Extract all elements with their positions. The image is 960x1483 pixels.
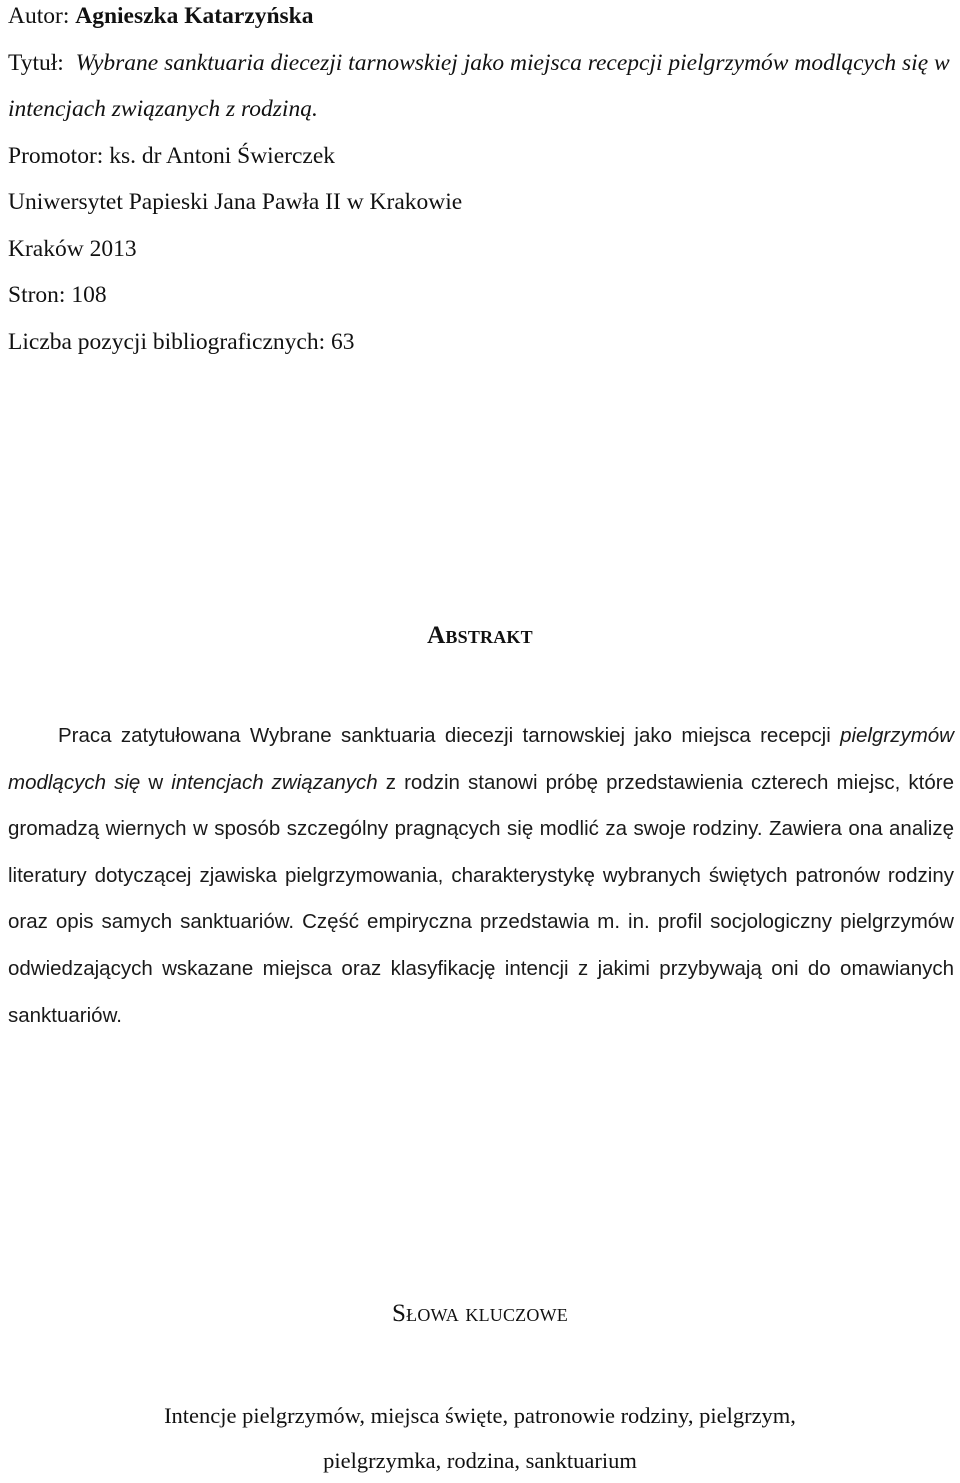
metadata-block — [8, 0, 956, 365]
abstract-intro: Praca zatytułowana Wybrane sanktuaria diecezji tarnowskiej jako miejsca recepcji — [58, 724, 831, 747]
abstract-rest: z rodzin stanowi próbę przedstawienia czterech miejsc, które gromadzą wiernych w sposób szczególny pragnących się modlić za swoje rodziny. Zawiera ona analizę literatury dotyczącej zjawiska pielgrzymowania, charakterystykę wybranych świętych patronów rodziny oraz opis samych sanktuariów. Część empiryczna przedstawia m. in. profil socjologiczny pielgrzymów odwiedzających wskazane miejsca oraz klasyfikację intencji z jakimi przybywają oni do omawianych sanktuariów. — [8, 770, 954, 1027]
author-name: Agnieszka Katarzyńska — [75, 3, 314, 29]
place-year-line: Kraków 2013 — [8, 235, 137, 262]
abstract-title-part-2: intencjach związanych — [171, 770, 378, 794]
abstract-heading: Abstrakt — [427, 622, 533, 649]
promotor-line — [8, 133, 956, 180]
university-line: Uniwersytet Papieski Jana Pawła II w Krakowie — [8, 189, 463, 215]
thesis-title: Wybrane sanktuaria diecezji tarnowskiej jako miejsca recepcji pielgrzymów modlących się w intencjach związanych z rodziną. — [8, 49, 950, 122]
keywords-line-2: pielgrzymka, rodzina, sanktuarium — [323, 1448, 637, 1473]
bibliography-line — [8, 319, 956, 366]
pages-value: 108 — [71, 282, 107, 308]
author-label: Autor: — [8, 3, 70, 29]
pages-line — [8, 272, 956, 319]
keywords-block — [0, 1393, 960, 1483]
keywords-heading: Słowa kluczowe — [392, 1300, 568, 1327]
bibliography-value: 63 — [331, 328, 355, 355]
title-line — [8, 40, 956, 133]
bibliography-label: Liczba pozycji bibliograficznych: — [8, 328, 326, 355]
title-label: Tytuł: — [8, 49, 64, 76]
abstract-connector: w — [148, 770, 164, 794]
abstract-paragraph — [8, 713, 954, 1039]
promotor-label: Promotor: — [8, 142, 104, 169]
promotor-name: ks. dr Antoni Świerczek — [109, 142, 336, 169]
abstract-title-part-1: pielgrzymów modlących się — [8, 724, 954, 794]
author-line — [8, 0, 956, 40]
pages-label: Stron: — [8, 282, 66, 308]
keywords-line-1: Intencje pielgrzymów, miejsca święte, patronowie rodziny, pielgrzym, — [164, 1403, 796, 1428]
